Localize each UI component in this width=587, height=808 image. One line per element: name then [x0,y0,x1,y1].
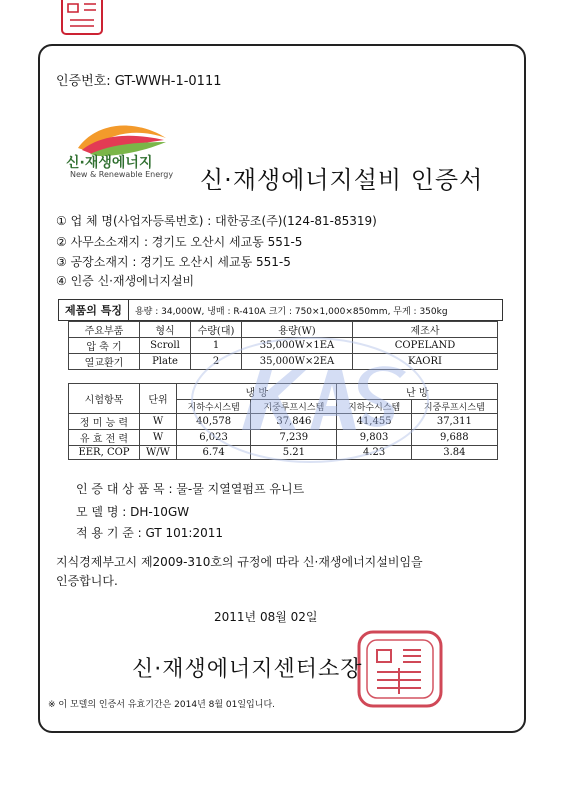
test-item-header: 시험항목 [69,384,140,414]
top-red-stamp [60,0,104,38]
test-cell: 6,023 [177,430,251,446]
system-subheader: 지중루프시스템 [251,400,337,414]
parts-header: 형식 [140,322,191,338]
heating-header: 난 방 [337,384,498,400]
parts-cell: 35,000W×2EA [242,354,353,370]
features-label: 제품의 특징 [59,300,129,320]
test-cell: 6.74 [177,446,251,460]
test-cell: 4.23 [337,446,411,460]
test-unit-header: 단위 [140,384,177,414]
logo-text-english: New & Renewable Energy [70,170,174,179]
parts-cell: 1 [191,338,242,354]
company-name: ① 업 체 명(사업자등록번호) : 대한공조(주)(124-81-85319) [56,214,377,228]
test-cell: 40,578 [177,414,251,430]
test-cell: 정 미 능 력 [69,414,140,430]
official-red-seal [355,628,445,710]
model-name: 모 델 명 : DH-10GW [76,505,190,519]
applied-standard: 적 용 기 준 : GT 101:2011 [76,526,223,540]
parts-header: 용량(W) [242,322,353,338]
parts-header: 제조사 [353,322,498,338]
parts-header: 수량(대) [191,322,242,338]
parts-cell: 열교환기 [69,354,140,370]
system-subheader: 지하수시스템 [337,400,411,414]
issue-date: 2011년 08월 02일 [214,610,318,624]
test-cell: EER, COP [69,446,140,460]
product-features-bar [58,299,503,321]
cooling-header: 냉 방 [177,384,337,400]
logo-text-korean: 신·재생에너지 [66,155,153,171]
parts-cell: COPELAND [353,338,498,354]
parts-cell: KAORI [353,354,498,370]
office-address: ② 사무소소재지 : 경기도 오산시 세교동 551-5 [56,235,303,249]
test-cell: W/W [140,446,177,460]
test-cell: 7,239 [251,430,337,446]
declaration-line: 지식경제부고시 제2009-310호의 규정에 따라 신·재생에너지설비임을 [56,555,423,569]
test-cell: 37,311 [411,414,497,430]
test-cell: 37,846 [251,414,337,430]
system-subheader: 지하수시스템 [177,400,251,414]
test-cell: 9,803 [337,430,411,446]
certified-equipment: ④ 인증 신·재생에너지설비 [56,274,195,288]
parts-cell: 35,000W×1EA [242,338,353,354]
features-text: 용량 : 34,000W, 냉매 : R-410A 크기 : 750×1,000×850mm, 무게 : 350kg [134,306,448,317]
issuer-title: 신·재생에너지센터소장 [132,657,363,682]
test-cell: W [140,414,177,430]
test-cell: 9,688 [411,430,497,446]
test-cell: W [140,430,177,446]
parts-cell: Scroll [140,338,191,354]
test-cell: 41,455 [337,414,411,430]
kas-watermark [180,330,440,480]
test-cell: 유 효 전 력 [69,430,140,446]
validity-note: ※ 이 모델의 인증서 유효기간은 2014년 8월 01일입니다. [48,700,276,710]
test-cell: 3.84 [411,446,497,460]
certificate-number: 인증번호: GT-WWH-1-0111 [56,74,222,89]
parts-cell: 압 축 기 [69,338,140,354]
product-category: 인 증 대 상 품 목 : 물-물 지열열펌프 유니트 [76,482,305,496]
parts-cell: 2 [191,354,242,370]
system-subheader: 지중루프시스템 [411,400,497,414]
declaration-line: 인증합니다. [56,574,118,588]
certificate-title: 신·재생에너지설비 인증서 [200,166,484,194]
parts-cell: Plate [140,354,191,370]
parts-header: 주요부품 [69,322,140,338]
test-cell: 5.21 [251,446,337,460]
factory-address: ③ 공장소재지 : 경기도 오산시 세교동 551-5 [56,255,291,269]
